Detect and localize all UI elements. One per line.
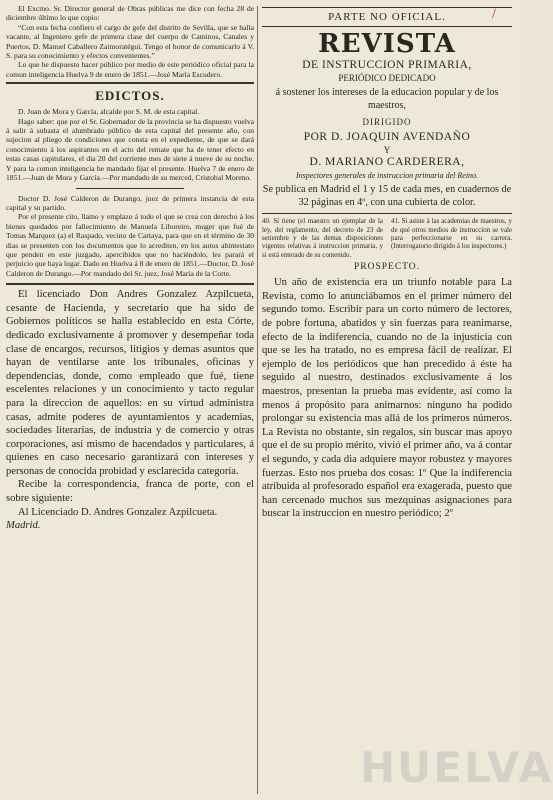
notice-quote: “Con esta fecha confiero el cargo de gefe del distrito de Sevilla, que se halla vacante, al Ingeniero gefe de primera clase del cuerpo de Caminos, Canales y Puertos, D. Manuel Caballero Zaimoratégui. Tengo el honor de comunicarlo á V. S. para su conocimiento y efectos convenientes.” [6,22,254,61]
left-column [6,0,254,533]
watermark: HUELVA [360,743,553,792]
note-40: 40. Si tiene (el maestro un ejemplar de la ley, del reglamento, del decreto de 23 de setiembre y de las demas disposiciones vigentes relativas á instruccion primaria, y si está enterado de su contenido. [262,218,383,259]
aviso-text: El licenciado Don Andres Gonzalez Azpilcueta, cesante de Hacienda, y secretario que ha sido de Gobiernos políticos se halla establecido en esta Córte, dedicado exclusivamente á promover y desempeñar toda clase de encargos, recursos, litigios y demas asuntos que hayan de ventilarse ante los tribunales, oficinas y dependencias, donde, como empleado que fué, tiene escelentes relaciones y un conocimiento y tacto regular para la direccion de aquellos: en su virtud administra casas, admite poderes de ayuntamientos y academias, sociedades literarias, de industria y de comercio y otras corporaciones, así mismo de hacendados y particulares, á quienes en caso necesario garantizará con intereses y personas de conocida probidad y esclarecida categoría. [6,289,254,477]
rule [262,26,512,27]
rule [6,283,254,285]
address-city: Madrid. [6,520,41,532]
edicto2-body: Por el presente cito, llamo y emplazo á todo el que se crea con derecho á los bienes quedados por fallecimiento de Manuela Liboreiro, muger que fué de Tomas Marquez (a) el Raspado, vecino de Cartaya, para que en el término de 30 dias se presenten con los documentos que lo acrediten, en los autos abintestato que penden en este juzgado, apercibidos que no haciéndolo, les parará el perjuicio que haya lugar. Dado en Huelva á 8 de enero de 1851.—Doctor, D. José Calderon de Durango.—Por mandado del Sr. juez, José María de la Corte. [6,212,254,278]
rule [262,213,512,214]
director-titles: Inspectores generales de instruccion primaria del Reino. [295,171,479,180]
conjunction: Y [383,145,391,155]
short-rule [76,188,184,189]
aviso-address [6,506,254,533]
rule [6,82,254,84]
director-2: D. MARIANO CARDERERA, [309,156,465,168]
edictos-heading: EDICTOS. [95,88,165,104]
prospecto-text: Un año de existencia era un triunfo notable para La Revista, como lo anunciábamos en el primer número del segundo tomo. Escribir para un corto número de lectores, de pobre fortuna, abatidos y sin fuerzas para reanimarse, efecto de la indiferencia, cuando no de la injusticia con que se les ha tratado, no es empresa fácil de realizar. El ejemplo de los periódicos que han precedido á éste ha seguido al nuestro, destinados exclusivamente á los maestros, presentan la prueba mas evidente, así como la menos á propósito para animarnos: ninguno ha podido prolongar su existencia mas allá de los primeros números. La Revista no obstante, sin regalos, sin buscar mas apoyo que el de su propio mérito, vivió el primer año, va á contar el segundo, y cada dia adquiere mayor robustez y mayores fuerzas. Esto nos prueba dos cosas: 1º Que la indiferencia atribuida al profesorado español era exagerada, puesto que han cercenado muchos sus mezquinas asignaciones para buscar la instruccion en nuestro periódico; 2º [262,277,512,520]
publication-info: Se publica en Madrid el 1 y 15 de cada mes, en cuadernos de 32 páginas en 4º, con una cubierta de color. [262,184,512,208]
edicto2-title: Doctor D. José Calderon de Durango, juez de primera instancia de esta capital y su partido. [6,193,254,212]
edicto1-body: Hago saber: que por el Sr. Gobernador de la provincia se ha dispuesto vuelva á salir á subasta el alumbrado público de esta capital del presente año, con sujecion al pliego de condiciones que consta en el expediente, de que se dará conocimiento á los aspirantes en el acto del remate que ha de tener efecto en estas casas capitulares, el dia 20 del corriente mes de siete á nueve de su noche. Y para la comun inteligencia he mandado fijar el presente. Huelva 7 de enero de 1851.—Juan de Mora y García.—Por mandado de su merced, Cristobal Moreno. [6,116,254,183]
masthead-description: á sostener los intereses de la educacion popular y de los maestros, [275,87,499,111]
address-name: Al Licenciado D. Andres Gonzalez Azpilcueta. [18,506,218,518]
prospecto-heading: PROSPECTO. [353,262,421,273]
aviso-correspondence: Recibe la correspondencia, franca de porte, con el sobre siguiente: [6,479,254,505]
notes-row [262,218,512,260]
section-heading: PARTE NO OFICIAL. [328,11,446,23]
notice-closing: Lo que he dispuesto hacer público por medio de este periódico oficial para la comun inteligencia Huelva 9 de enero de 1851.—José María Escudero. [6,60,254,79]
red-pencil-mark: / [492,7,496,22]
notice-intro: El Excmo. Sr. Director general de Obras públicas me dice con fecha 28 de diciembre último lo que copio: [6,4,254,23]
right-column [262,0,512,521]
masthead-dedication: PERIÓDICO DEDICADO [338,73,436,83]
rule [262,7,512,8]
edicto1-title: D. Juan de Mora y García, alcalde por S. M. de esta capital. [18,107,200,117]
director-1: POR D. JOAQUIN AVENDAÑO [303,131,471,143]
masthead-title: REVISTA [318,29,456,59]
note-41: 41. Si asiste á las academias de maestros, y de qué otros medios de instruccion se vale para perfeccionarse en su carrera. (Interrogatorio dirigido á los inspectores.) [391,218,512,251]
column-divider [257,6,258,794]
masthead-subtitle: DE INSTRUCCION PRIMARIA, [302,59,472,71]
directed-label: DIRIGIDO [362,117,412,127]
